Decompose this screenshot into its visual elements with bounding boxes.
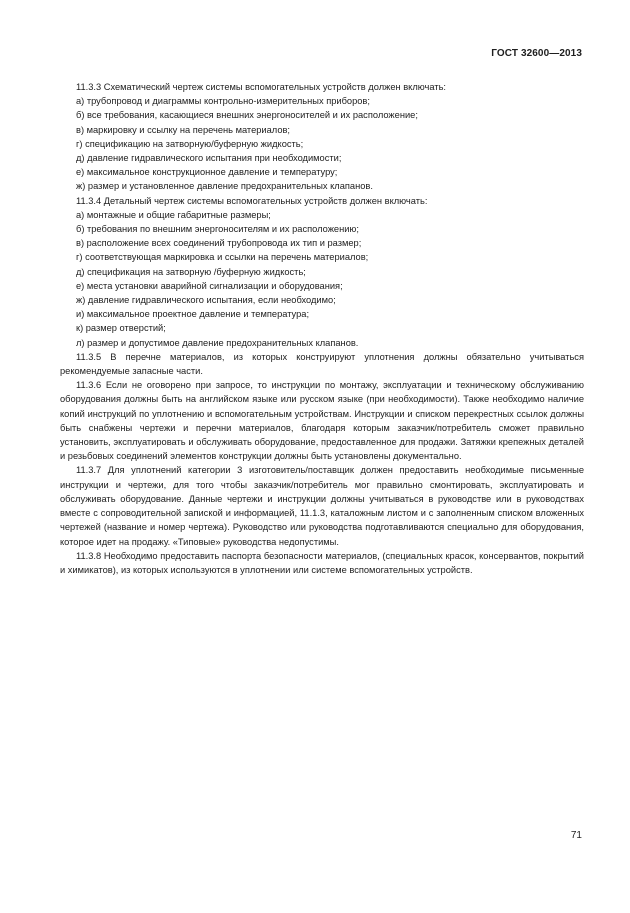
list-item: л) размер и допустимое давление предохранительных клапанов. [76,337,359,348]
list-item: а) монтажные и общие габаритные размеры; [76,209,271,220]
list-item: в) расположение всех соединений трубопровода их тип и размер; [76,238,362,249]
section-11-3-5: 11.3.5 В перечне материалов, из которых конструируют уплотнения должны обязательно учитываться рекомендуемые запасные части. [60,351,584,377]
list-item: г) спецификацию на затворную/буферную жидкость; [76,138,304,149]
list-item: в) маркировку и ссылку на перечень материалов; [76,124,291,135]
list-item: г) соответствующая маркировка и ссылки на перечень материалов; [76,252,369,263]
document-body [60,80,584,577]
list-item: е) места установки аварийной сигнализации и оборудования; [76,280,343,291]
list-item: а) трубопровод и диаграммы контрольно-измерительных приборов; [76,96,370,107]
list-item: б) требования по внешним энергоносителям и их расположению; [76,224,359,235]
list-item: ж) размер и установленное давление предохранительных клапанов. [76,181,373,192]
section-11-3-6: 11.3.6 Если не оговорено при запросе, то инструкции по монтажу, эксплуатации и техническому обслуживанию оборудования должны быть на английском языке или русском языке (при необходимости). Также необходимо наличие копий инструкций по уплотнению и вспомогательным устройствам. Инструкции и списком перекрестных ссылок должны быть снабжены чертежи и перечни материалов, благодаря которым заказчик/потребитель сможет правильно установить, эксплуатировать и обслуживать оборудование, предоставленное для продажи. Затяжки крепежных деталей и резьбовых соединений элементов конструкции должны быть установлены документально. [60,380,584,462]
page-number: 71 [570,830,582,841]
document-header: ГОСТ 32600—2013 [491,48,582,59]
list-item: д) спецификация на затворную /буферную жидкость; [76,266,306,277]
section-11-3-7: 11.3.7 Для уплотнений категории 3 изготовитель/поставщик должен предоставить необходимые письменные инструкции и чертежи, для того чтобы заказчик/потребитель мог правильно смонтировать, эксплуатировать и обслуживать оборудование. Данные чертежи и инструкции должны учитываться в руководстве или в руководствах вместе с сопроводительной запиской и информацией, 11.1.3, каталожным листом и с заполненным списком вложенных чертежей (название и номер чертежа). Руководство или руководства подготавливаются специально для оборудования, которое идет на продажу. «Типовые» руководства недопустимы. [60,465,584,547]
list-item: д) давление гидравлического испытания при необходимости; [76,153,342,164]
list-item: б) все требования, касающиеся внешних энергоносителей и их расположение; [76,110,418,121]
list-item: и) максимальное проектное давление и температура; [76,309,310,320]
list-item: ж) давление гидравлического испытания, если необходимо; [76,295,336,306]
section-11-3-8: 11.3.8 Необходимо предоставить паспорта безопасности материалов, (специальных красок, консервантов, покрытий и химикатов), из которых используются в уплотнении или системе вспомогательных устройств. [60,550,584,575]
list-item: е) максимальное конструкционное давление и температуру; [76,167,338,178]
section-11-3-3-intro: 11.3.3 Схематический чертеж системы вспомогательных устройств должен включать: [76,82,447,92]
section-11-3-4-intro: 11.3.4 Детальный чертеж системы вспомогательных устройств должен включать: [76,195,428,206]
list-item: к) размер отверстий; [76,323,166,334]
